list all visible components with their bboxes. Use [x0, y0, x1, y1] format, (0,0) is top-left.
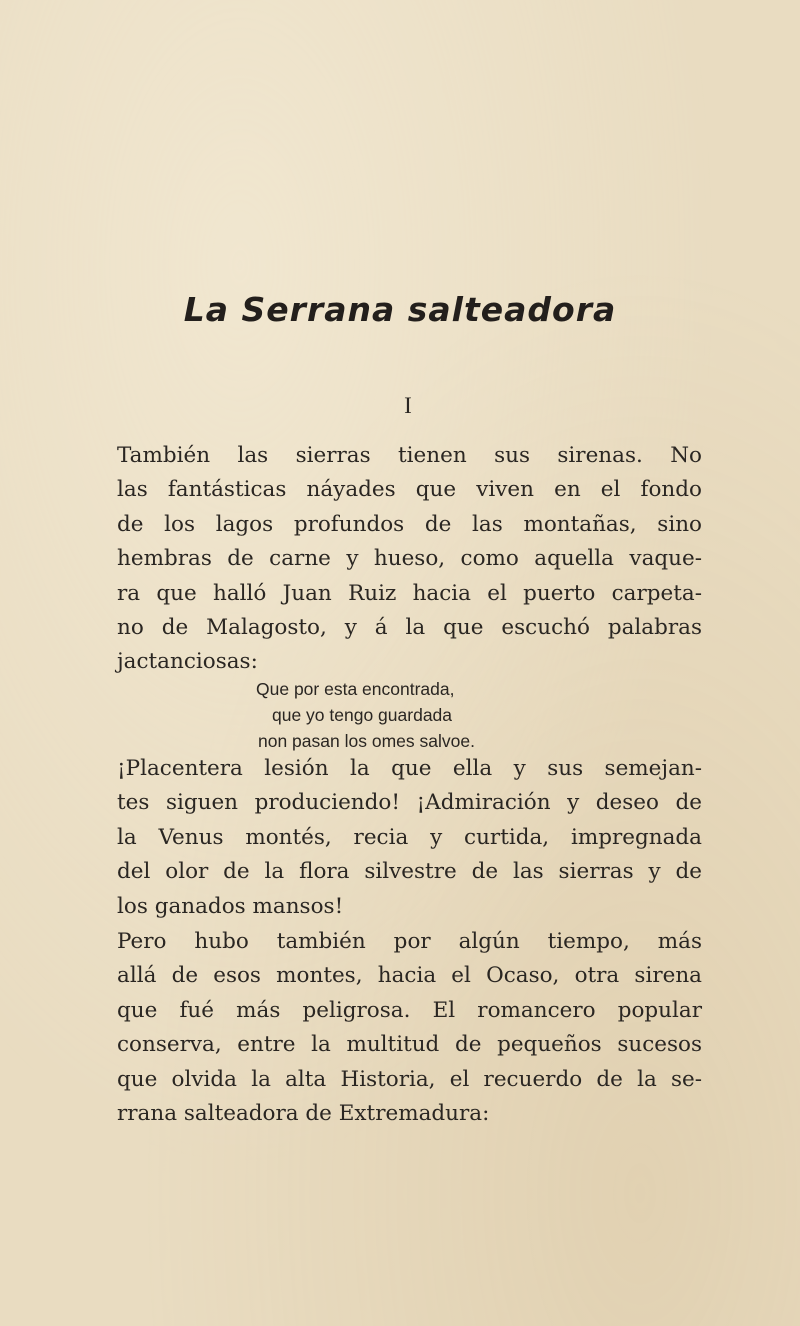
verse-line: Que por esta encontrada,: [256, 679, 455, 699]
text-line: del olor de la flora silvestre de las sierras y de: [117, 859, 702, 885]
verse-line: que yo tengo guardada: [272, 705, 453, 725]
paragraph-3: [117, 925, 702, 1131]
text-line: la Venus montés, recia y curtida, impregnada: [117, 824, 702, 850]
paragraph-2: [117, 752, 702, 924]
text-line: rrana salteadora de Extremadura:: [117, 1100, 490, 1126]
text-line: tes siguen produciendo! ¡Admiración y deseo de: [117, 790, 702, 816]
text-line: También las sierras tienen sus sirenas. No: [117, 443, 702, 468]
chapter-title: La Serrana salteadora: [183, 290, 617, 329]
text-line: allá de esos montes, hacia el Ocaso, otra sirena: [117, 963, 702, 989]
text-line: ra que halló Juan Ruiz hacia el puerto carpeta-: [117, 580, 702, 606]
text-line: jactanciosas:: [117, 649, 258, 675]
text-line: conserva, entre la multitud de pequeños sucesos: [117, 1032, 702, 1058]
text-line: las fantásticas náyades que viven en el fondo: [117, 477, 702, 503]
verse-line: non pasan los omes salvoe.: [258, 731, 475, 751]
text-line: que fué más peligrosa. El romancero popular: [117, 997, 702, 1023]
text-line: no de Malagosto, y á la que escuchó palabras: [117, 614, 702, 640]
text-line: de los lagos profundos de las montañas, sino: [117, 511, 702, 537]
text-line: Pero hubo también por algún tiempo, más: [117, 929, 702, 954]
text-line: ¡Placentera lesión la que ella y sus semejan-: [117, 756, 702, 781]
section-number: I: [404, 393, 412, 418]
text-line: que olvida la alta Historia, el recuerdo de la se-: [117, 1066, 702, 1092]
verse-quote: [0, 676, 800, 754]
text-line: los ganados mansos!: [117, 893, 344, 919]
paragraph-1: [117, 439, 702, 680]
text-line: hembras de carne y hueso, como aquella vaque-: [117, 546, 702, 572]
